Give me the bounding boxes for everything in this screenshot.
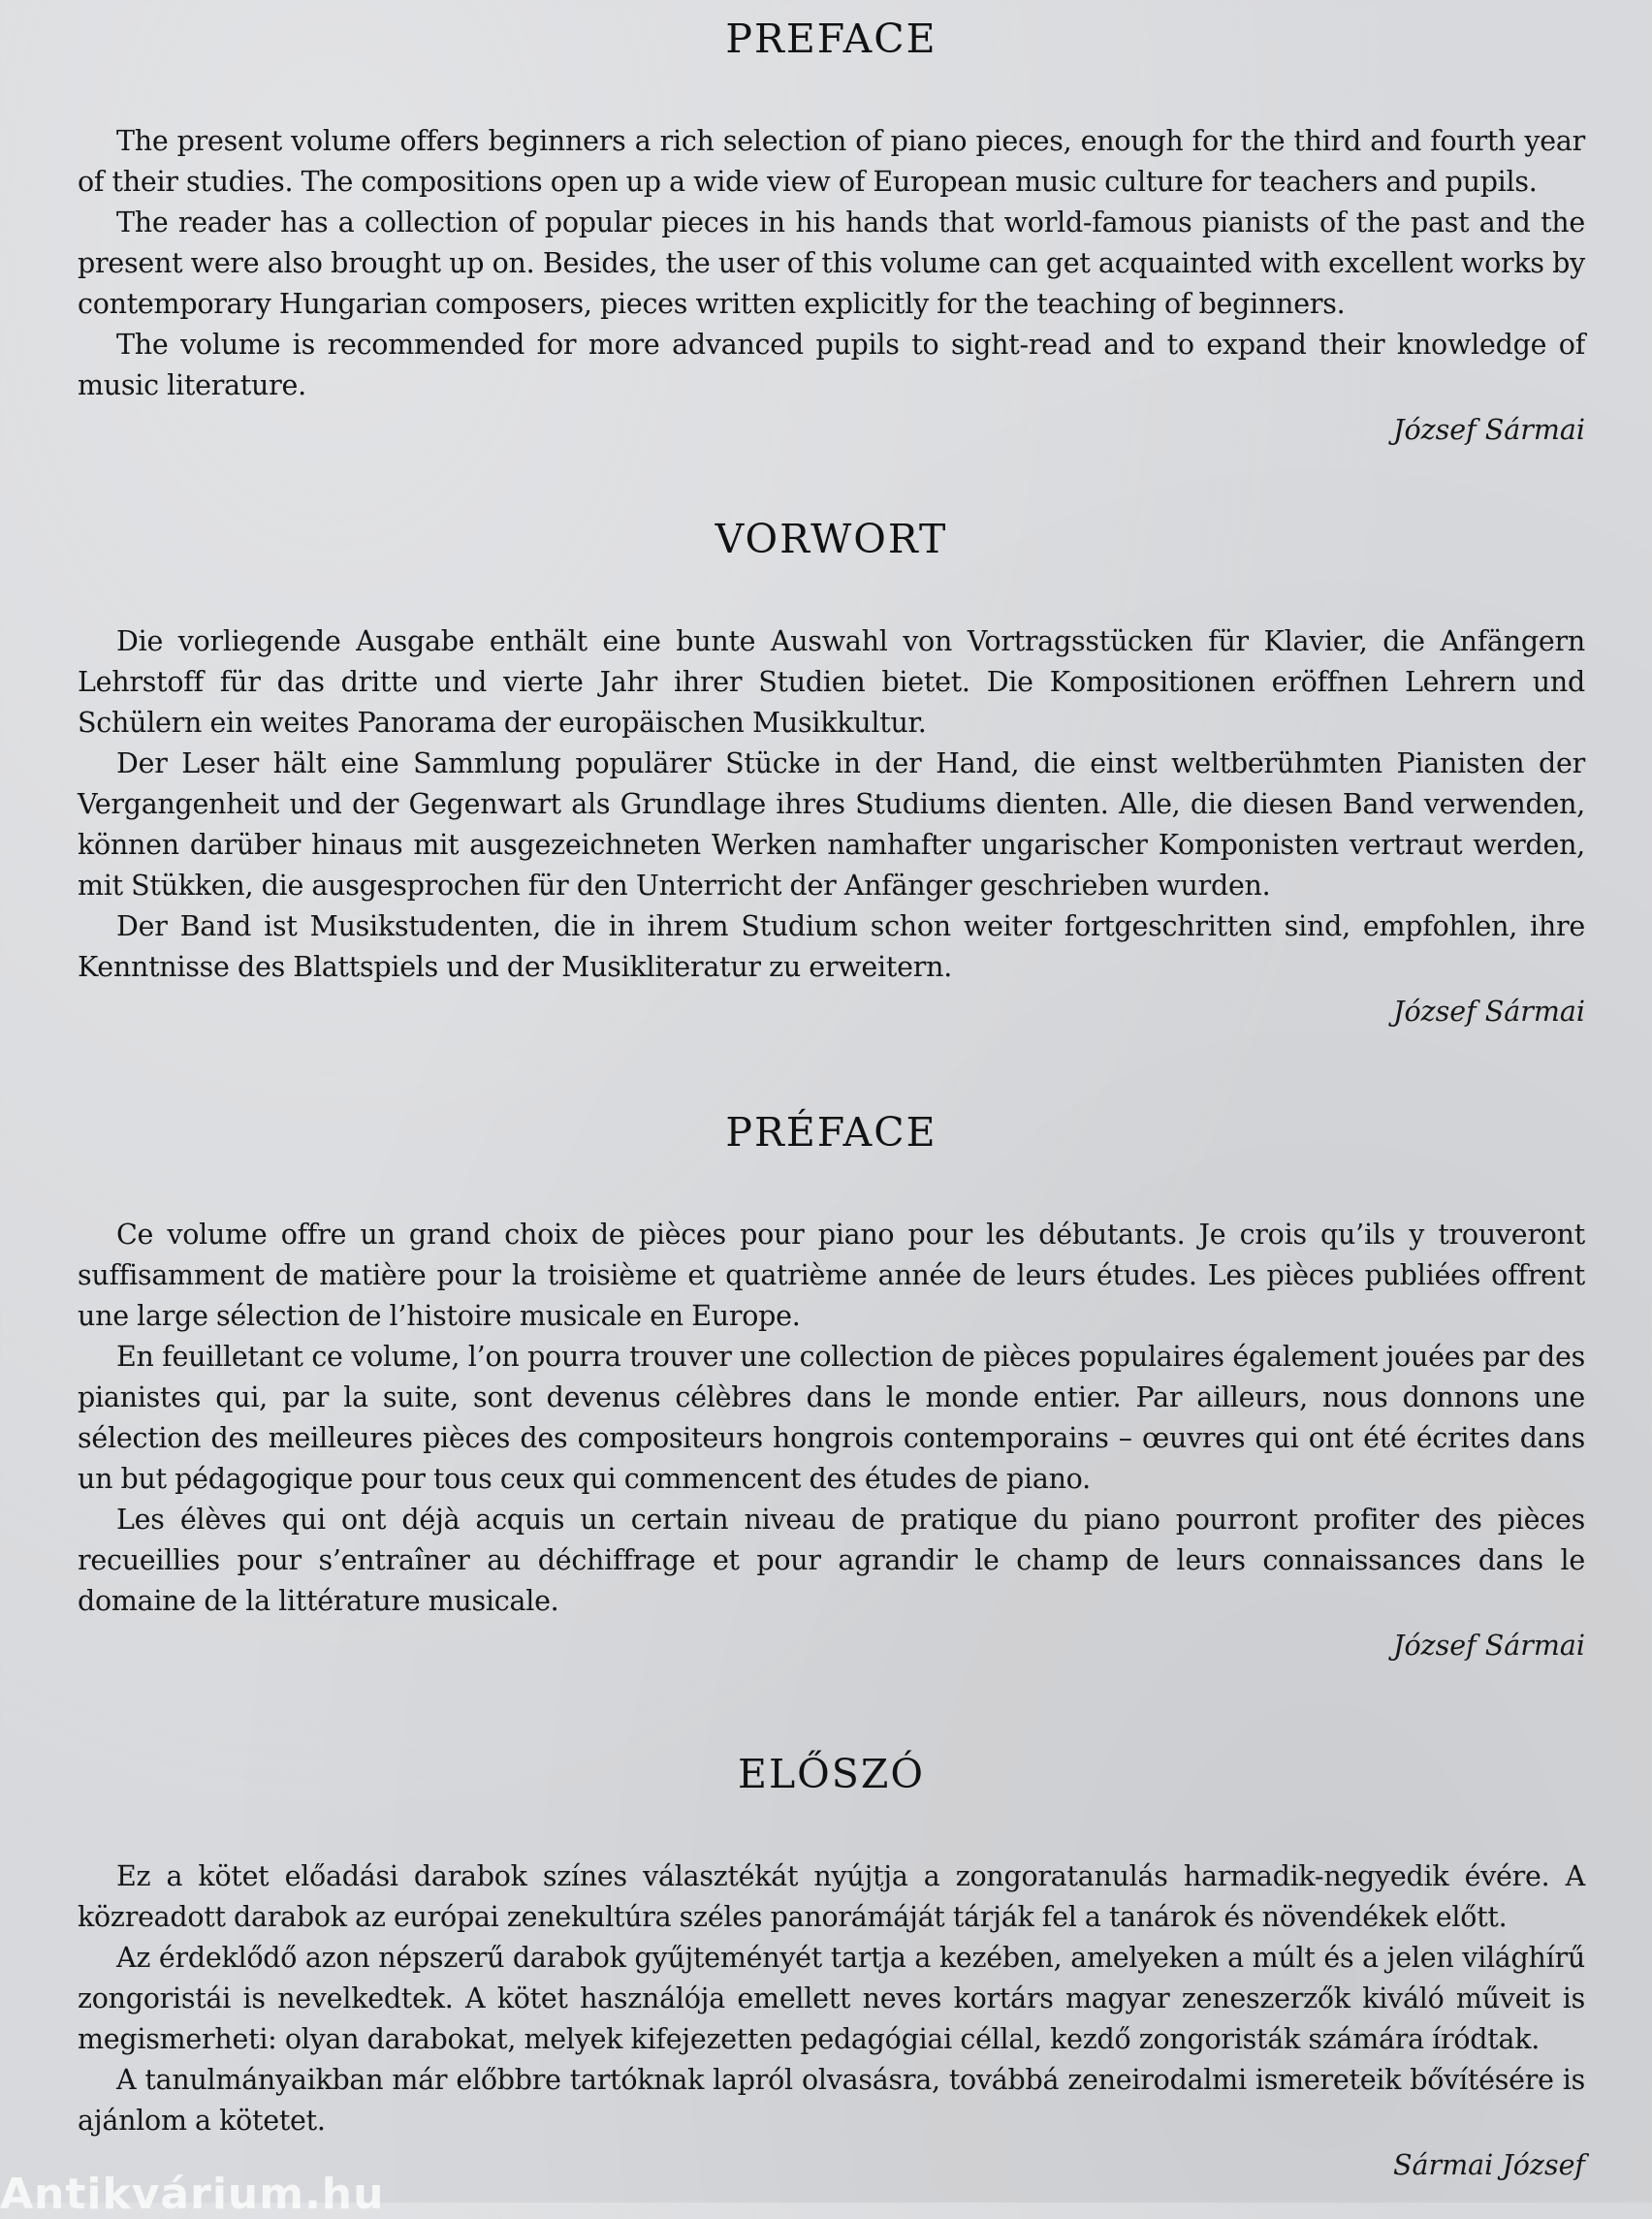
preface-german-paragraph-3: Der Band ist Musikstudenten, die in ihrem Studium schon weiter fortgeschritten sind, empfohlen, ihre Kenntnisse des Blattspiels und der Musikliteratur zu erweitern. [78, 910, 1585, 983]
preface-german-paragraph-1: Die vorliegende Ausgabe enthält eine bunte Auswahl von Vortragsstücken für Klavier, die Anfängern Lehrstoff für das dritte und vierte Jahr ihrer Studien bietet. Die Kompositionen eröffnen Lehrern und Schülern ein weites Panorama der europäischen Musikkultur. [78, 625, 1585, 739]
preface-hungarian-body [78, 1856, 1585, 2186]
preface-french-paragraph-1: Ce volume offre un grand choix de pièces pour piano pour les débutants. Je crois qu’ils y trouveront suffisamment de matière pour la troisième et quatrième année de leurs études. Les pièces publiées offrent une large sélection de l’histoire musicale en Europe. [78, 1219, 1585, 1332]
preface-english-paragraph-3: The volume is recommended for more advanced pupils to sight-read and to expand their knowledge of music literature. [78, 329, 1585, 401]
preface-french-paragraph-2: En feuilletant ce volume, l’on pourra trouver une collection de pièces populaires également jouées par des pianistes qui, par la suite, sont devenus célèbres dans le monde entier. Par ailleurs, nous donnons une sélection des meilleures pièces des compositeurs hongrois contemporains – œuvres qui ont été écrites dans un but pédagogique pour tous ceux qui commencent des études de piano. [78, 1341, 1585, 1495]
preface-english-section [78, 16, 1585, 451]
watermark: Antikvárium.hu [0, 2170, 385, 2219]
preface-hungarian-signature: Sármai József [1393, 2149, 1585, 2181]
preface-hungarian-paragraph-1: Ez a kötet előadási darabok színes választékát nyújtja a zongoratanulás harmadik-negyedik évére. A közreadott darabok az európai zenekultúra széles panorámáját tárják fel a tanárok és növendékek előtt. [78, 1860, 1585, 1933]
preface-english-signature: József Sármai [1393, 414, 1585, 446]
preface-german-title: VORWORT [715, 516, 948, 562]
preface-french-signature: József Sármai [1393, 1630, 1585, 1662]
preface-hungarian-paragraph-2: Az érdeklődő azon népszerű darabok gyűjteményét tartja a kezében, amelyeken a múlt és a jelen világhírű zongoristái is nevelkedtek. A kötet használója emellett neves kortárs magyar zeneszerzők kiváló műveit is megismerheti: olyan darabokat, melyek kifejezetten pedagógiai céllal, kezdő zongoristák számára íródtak. [78, 1942, 1585, 2055]
preface-german-body [78, 621, 1585, 1032]
preface-french-section [78, 1109, 1585, 1666]
preface-english-paragraph-2: The reader has a collection of popular pieces in his hands that world-famous pianists of the past and the present were also brought up on. Besides, the user of this volume can get acquainted with excellent works by contemporary Hungarian composers, pieces written explicitly for the teaching of beginners. [78, 206, 1585, 320]
preface-french-title: PRÉFACE [725, 1109, 937, 1156]
preface-english-body [78, 121, 1585, 451]
preface-german-section [78, 516, 1585, 1032]
preface-french-body [78, 1215, 1585, 1666]
preface-french-paragraph-3: Les élèves qui ont déjà acquis un certain niveau de pratique du piano pourront profiter des pièces recueillies pour s’entraîner au déchiffrage et pour agrandir le champ de leurs connaissances dans le domaine de la littérature musicale. [78, 1504, 1585, 1617]
preface-german-paragraph-2: Der Leser hält eine Sammlung populärer Stücke in der Hand, die einst weltberühmten Pianisten der Vergangenheit und der Gegenwart als Grundlage ihres Studiums dienten. Alle, die diesen Band verwenden, können darüber hinaus mit ausgezeichneten Werken namhafter ungarischer Komponisten vertraut werden, mit Stükken, die ausgesprochen für den Unterricht der Anfänger geschrieben wurden. [78, 747, 1585, 902]
preface-german-signature: József Sármai [1393, 996, 1585, 1028]
preface-english-title: PREFACE [725, 16, 937, 62]
preface-english-paragraph-1: The present volume offers beginners a rich selection of piano pieces, enough for the third and fourth year of their studies. The compositions open up a wide view of European music culture for teachers and pupils. [78, 125, 1585, 198]
preface-hungarian-title: ELŐSZÓ [738, 1751, 925, 1797]
document-page [78, 0, 1585, 2203]
preface-hungarian-paragraph-3: A tanulmányaikban már előbbre tartóknak lapról olvasásra, továbbá zeneirodalmi ismereteik bővítésére is ajánlom a kötetet. [78, 2064, 1585, 2137]
preface-hungarian-section [78, 1751, 1585, 2186]
